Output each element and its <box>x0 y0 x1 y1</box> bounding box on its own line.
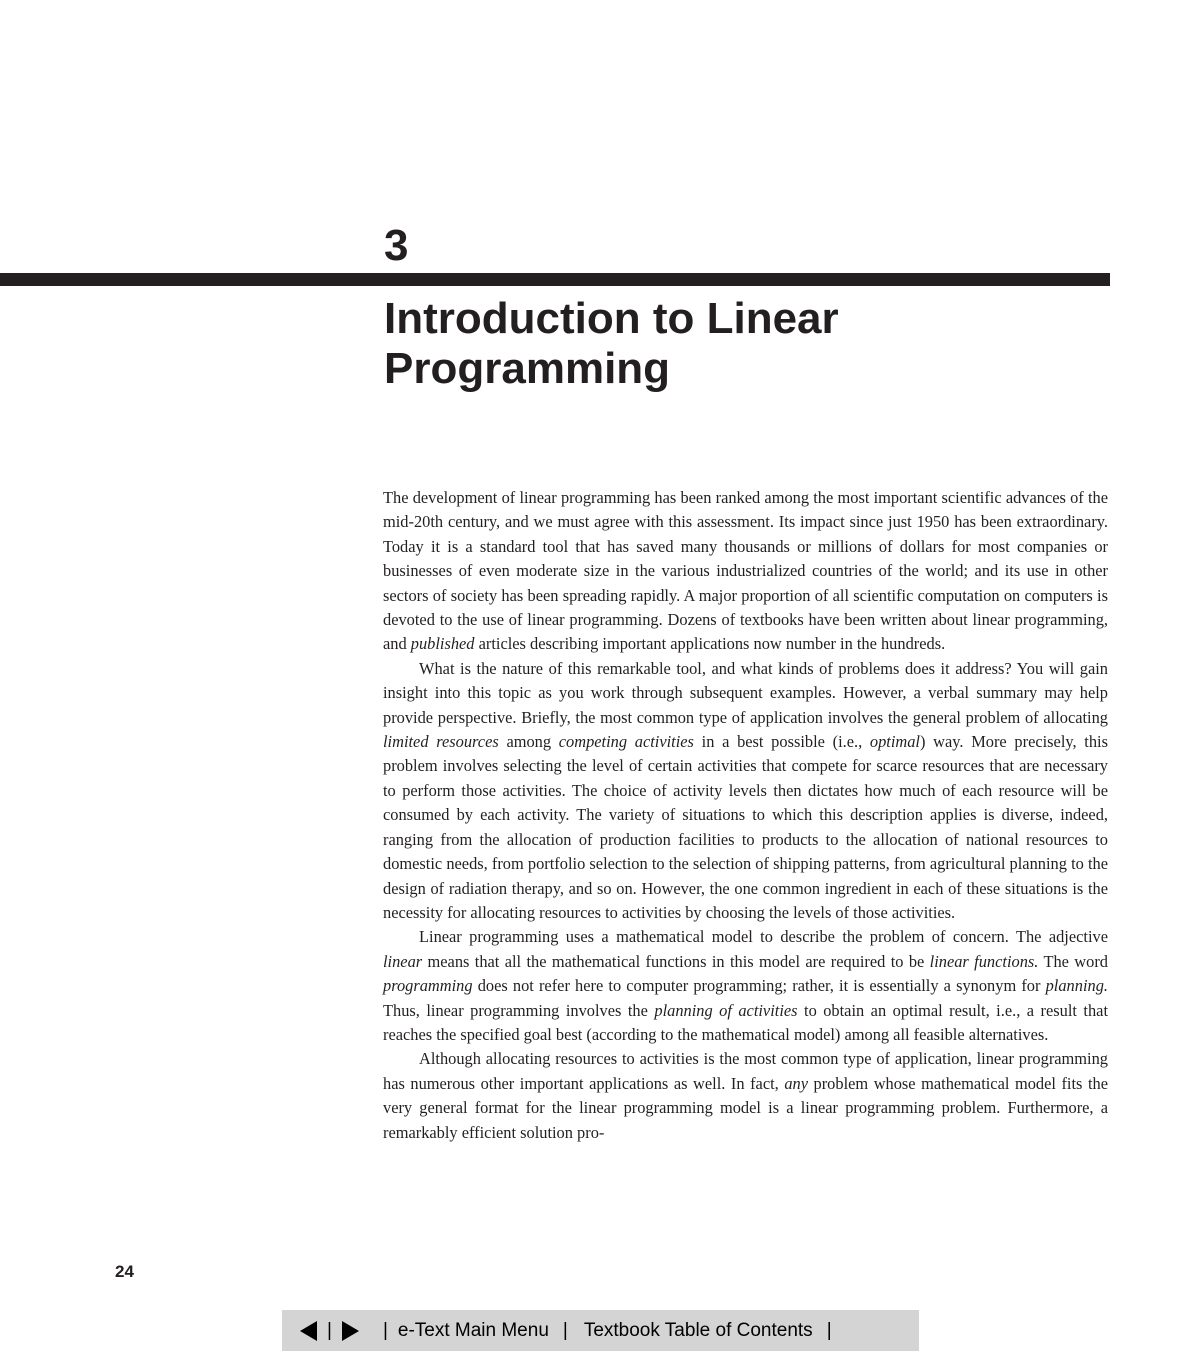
paragraph-text: The word <box>1038 951 1108 971</box>
emphasized-text: any <box>784 1073 808 1093</box>
paragraph-text: The development of linear programming has been ranked among the most important scientific advances of the mid-20th century, and we must agree with this assessment. Its impact since just 1950 has been extraordinary. Today it is a standard tool that has saved many thousands or millions of dollars for most companies or businesses of even moderate size in the various industrialized countries of the world; and its use in other sectors of society has been spreading rapidly. A major proportion of all scientific computation on computers is devoted to the use of linear programming. Dozens of textbooks have been written about linear programming, and <box>383 488 1108 654</box>
paragraph-text: ) way. More precisely, this problem involves selecting the level of certain activities that compete for scarce resources that are necessary to perform those activities. The choice of activity levels then dictates how much of each resource will be consumed by each activity. The variety of situations to which this description applies is diverse, indeed, ranging from the allocation of production facilities to products to the allocation of national resources to domestic needs, from portfolio selection to the selection of shipping patterns, from agricultural planning to the design of radiation therapy, and so on. However, the one common ingredient in each of these situations is the necessity for allocating resources to activities by choosing the levels of those activities. <box>383 732 1108 922</box>
paragraph-text: to obtain an optimal result, i.e., a result that reaches the specified goal best (according to the mathematical model) among all feasible alternatives. <box>383 1000 1108 1044</box>
paragraph-text: means that all the mathematical functions in this model are required to be <box>422 951 930 971</box>
emphasized-text: competing activities <box>558 732 694 752</box>
nav-separator: | <box>562 1319 568 1341</box>
paragraph-text: among <box>498 732 559 752</box>
emphasized-text: linear <box>383 951 423 971</box>
textbook-toc-link[interactable]: Textbook Table of Contents <box>583 1319 813 1341</box>
emphasized-text: planning. <box>1045 976 1108 996</box>
paragraph-text: Linear programming uses a mathematical model to describe the problem of concern. The adjective <box>419 927 1108 947</box>
body-text <box>383 486 1108 1145</box>
emphasized-text: optimal <box>869 732 920 752</box>
nav-separator: | <box>382 1319 388 1341</box>
chapter-number: 3 <box>384 221 409 270</box>
emphasized-text: limited resources <box>383 732 499 752</box>
paragraph-text: does not refer here to computer programming; rather, it is essentially a synonym for <box>472 976 1046 996</box>
emphasized-text: planning of activities <box>654 1000 798 1020</box>
paragraph-text: What is the nature of this remarkable tool, and what kinds of problems does it address? You will gain insight into this topic as you work through subsequent examples. However, a verbal summary may help provide perspective. Briefly, the most common type of application involves the general problem of allocating <box>383 658 1108 727</box>
paragraph-text: Although allocating resources to activities is the most common type of application, linear programming has numerous other important applications as well. In fact, <box>383 1049 1108 1093</box>
body-paragraph <box>383 1047 1108 1145</box>
chapter-rule <box>0 273 1110 286</box>
emphasized-text: published <box>410 634 475 654</box>
nav-bar <box>282 1310 919 1351</box>
previous-page-icon[interactable] <box>300 1321 317 1341</box>
emphasized-text: programming <box>383 976 473 996</box>
paragraph-text: Thus, linear programming involves the <box>383 1000 655 1020</box>
nav-separator: | <box>327 1319 332 1341</box>
etext-main-menu-link[interactable]: e-Text Main Menu <box>397 1319 549 1341</box>
paragraph-text: articles describing important applications now number in the hundreds. <box>474 634 946 654</box>
paragraph-text: in a best possible (i.e., <box>693 732 870 752</box>
emphasized-text: linear functions. <box>929 951 1039 971</box>
body-paragraph <box>383 486 1108 657</box>
chapter-title: Introduction to Linear Programming <box>384 294 839 393</box>
body-paragraph <box>383 657 1108 925</box>
next-page-icon[interactable] <box>342 1321 359 1341</box>
body-paragraph <box>383 925 1108 1047</box>
nav-separator: | <box>826 1319 832 1341</box>
page-number: 24 <box>115 1262 134 1281</box>
paragraph-text: problem whose mathematical model fits the very general format for the linear programming model is a linear programming problem. Furthermore, a remarkably efficient solution pro- <box>383 1073 1108 1142</box>
